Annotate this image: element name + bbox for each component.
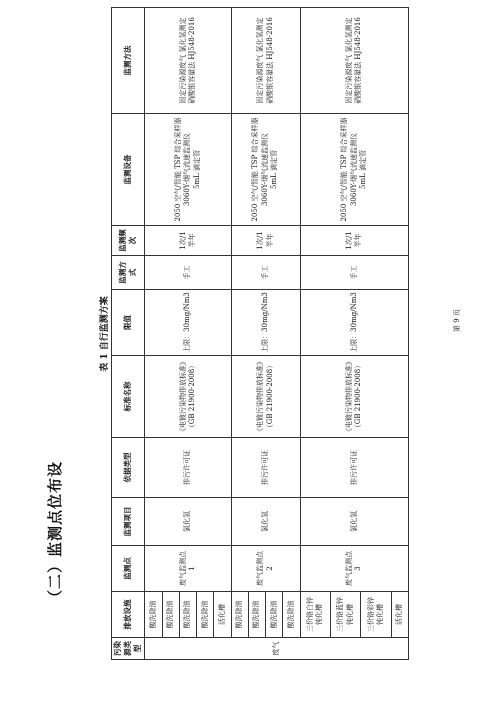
page-number: 第 9 页: [453, 309, 461, 332]
table-title: 表 1 自行监测方案: [100, 296, 110, 372]
item-cell: 氯化氢: [145, 498, 231, 546]
table-row: [145, 8, 162, 660]
analysis-cell: 固定污染源废气 氯化氢测定 硝酸银容量法 HJ548-2016: [231, 8, 300, 114]
mode-cell: 手工: [300, 256, 408, 290]
standard-cell: 《电镀污染物排放标准》（GB 21900-2008）: [300, 356, 408, 438]
process-cell: 三价铬蓝锌钝化槽: [330, 592, 360, 638]
standard-cell: 《电镀污染物排放标准》（GB 21900-2008）: [231, 356, 300, 438]
process-cell: 酸洗除油: [266, 592, 283, 638]
header-equipment: 监测设备: [112, 114, 145, 226]
process-cell: 酸洗除油: [248, 592, 265, 638]
header-standard: 标准名称: [112, 356, 145, 438]
limit-cell: 上限：30mg/Nm3: [145, 290, 231, 356]
frequency-cell: 1次/1半年: [145, 226, 231, 256]
header-point: 监测点: [112, 546, 145, 592]
item-cell: 氯化氢: [231, 498, 300, 546]
frequency-cell: 1次/1半年: [300, 226, 408, 256]
process-cell: 酸洗除油: [231, 592, 248, 638]
rotated-table-block: [97, 8, 409, 660]
basis-cell: 排污许可证: [300, 438, 408, 498]
header-limit: 限值: [112, 290, 145, 356]
process-cell: 活化槽: [391, 592, 408, 638]
pollution-type-cell: 废气: [145, 638, 409, 660]
table-header-row: [112, 8, 145, 660]
limit-cell: 上限：30mg/Nm3: [300, 290, 408, 356]
process-cell: 酸洗除油: [162, 592, 179, 638]
basis-cell: 排污许可证: [145, 438, 231, 498]
header-process: 排放设施: [112, 592, 145, 638]
mode-cell: 手工: [145, 256, 231, 290]
header-item: 监测项目: [112, 498, 145, 546]
process-cell: 酸洗除油: [197, 592, 214, 638]
monitoring-plan-table: [111, 7, 409, 660]
process-cell: 酸洗除油: [283, 592, 300, 638]
mode-cell: 手工: [231, 256, 300, 290]
header-method-mode: 监测方式: [112, 256, 145, 290]
header-frequency: 监测频次: [112, 226, 145, 256]
point-cell: 废气监测点 3: [300, 546, 408, 592]
section-heading: （二）监测点位布设: [46, 460, 64, 605]
standard-cell: 《电镀污染物排放标准》（GB 21900-2008）: [145, 356, 231, 438]
equipment-cell: 2050 空气/智能 TSP 综合采样器 3060Y-烟气流速监测仪 5mL 滴定管: [145, 114, 231, 226]
process-cell: 三价铬彩锌钝化槽: [361, 592, 391, 638]
process-cell: 活化槽: [214, 592, 231, 638]
basis-cell: 排污许可证: [231, 438, 300, 498]
header-analysis: 监测方法: [112, 8, 145, 114]
point-cell: 废气监测点 2: [231, 546, 300, 592]
point-cell: 废气监测点 1: [145, 546, 231, 592]
header-basis: 依据类型: [112, 438, 145, 498]
process-cell: 酸洗除油: [145, 592, 162, 638]
limit-cell: 上限：30mg/Nm3: [231, 290, 300, 356]
header-pollution-type: 污染源类型: [112, 638, 145, 660]
table-row: [231, 8, 248, 660]
table-row: [300, 8, 330, 660]
process-cell: 三价铬白锌钝化槽: [300, 592, 330, 638]
equipment-cell: 2050 空气/智能 TSP 综合采样器 3060Y-烟气流速监测仪 5mL 滴定管: [231, 114, 300, 226]
item-cell: 氯化氢: [300, 498, 408, 546]
analysis-cell: 固定污染源废气 氯化氢测定 硝酸银容量法 HJ548-2016: [145, 8, 231, 114]
frequency-cell: 1次/1半年: [231, 226, 300, 256]
process-cell: 酸洗除油: [179, 592, 196, 638]
analysis-cell: 固定污染源废气 氯化氢测定 硝酸银容量法 HJ548-2016: [300, 8, 408, 114]
equipment-cell: 2050 空气/智能 TSP 综合采样器 3060Y-烟气流速监测仪 5mL 滴定管: [300, 114, 408, 226]
